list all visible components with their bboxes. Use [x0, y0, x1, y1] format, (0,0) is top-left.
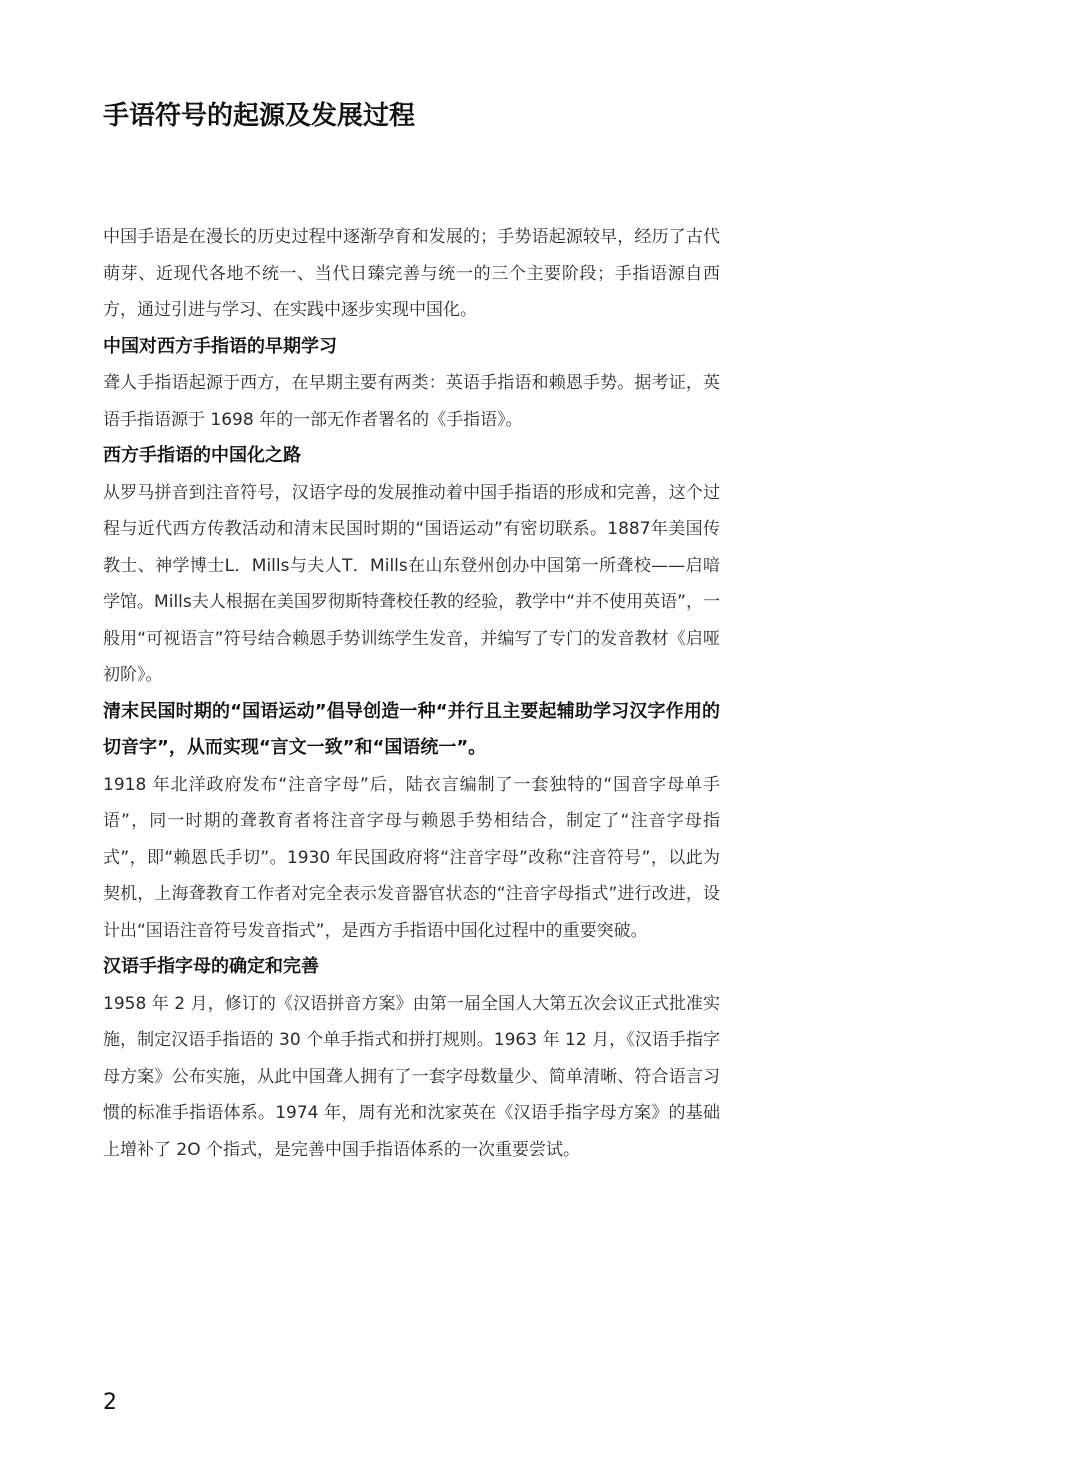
page-number: 2 [103, 1390, 117, 1415]
highlight-quote: 清末民国时期的“国语运动”倡导创造一种“并行且主要起辅助学习汉字作用的切音字”，从而实现“言文一致”和“国语统一”。 [103, 700, 720, 758]
section-heading-finger-alphabet: 汉语手指字母的确定和完善 [103, 956, 319, 977]
article-body [103, 219, 720, 1168]
section-paragraph-localization-continued: 1918 年北洋政府发布“注音字母”后，陆衣言编制了一套独特的“国音字母单手语”，同一时期的聋教育者将注音字母与赖恩手势相结合，制定了“注音字母指式”，即“赖恩氏手切”。1930 年民国政府将“注音字母”改称“注音符号”，以此为契机，上海聋教育工作者对完全表示发音器官状态的“注音字母指式”进行改进，设计出“国语注音符号发音指式”，是西方手指语中国化过程中的重要突破。 [103, 774, 720, 941]
section-paragraph-localization: 从罗马拼音到注音符号，汉语字母的发展推动着中国手指语的形成和完善，这个过程与近代西方传教活动和清末民国时期的“国语运动”有密切联系。1887年美国传教士、神学博士L．Mills与夫人T．Mills在山东登州创办中国第一所聋校——启喑学馆。Mills夫人根据在美国罗彻斯特聋校任教的经验，教学中“并不使用英语”，一般用“可视语言”符号结合赖恩手势训练学生发音，并编写了专门的发音教材《启哑初阶》。 [103, 482, 720, 685]
section-heading-early-learning: 中国对西方手指语的早期学习 [103, 335, 337, 357]
section-heading-localization: 西方手指语的中国化之路 [103, 445, 301, 466]
section-paragraph-finger-alphabet: 1958 年 2 月，修订的《汉语拼音方案》由第一届全国人大第五次会议正式批准实施，制定汉语手指语的 30 个单手指式和拼打规则。1963 年 12 月，《汉语手指字母方案》公布实施，从此中国聋人拥有了一套字母数量少、简单清晰、符合语言习惯的标准手指语体系。1974 年，周有光和沈家英在《汉语手指字母方案》的基础上增补了 2O 个指式，是完善中国手指语体系的一次重要尝试。 [103, 993, 720, 1160]
page-title: 手语符号的起源及发展过程 [103, 101, 416, 131]
section-paragraph-early-learning: 聋人手指语起源于西方，在早期主要有两类：英语手指语和赖恩手势。据考证，英语手指语源于 1698 年的一部无作者署名的《手指语》。 [103, 373, 720, 430]
intro-paragraph: 中国手语是在漫长的历史过程中逐渐孕育和发展的；手势语起源较早，经历了古代萌芽、近现代各地不统一、当代日臻完善与统一的三个主要阶段；手指语源自西方，通过引进与学习、在实践中逐步实现中国化。 [103, 227, 720, 320]
